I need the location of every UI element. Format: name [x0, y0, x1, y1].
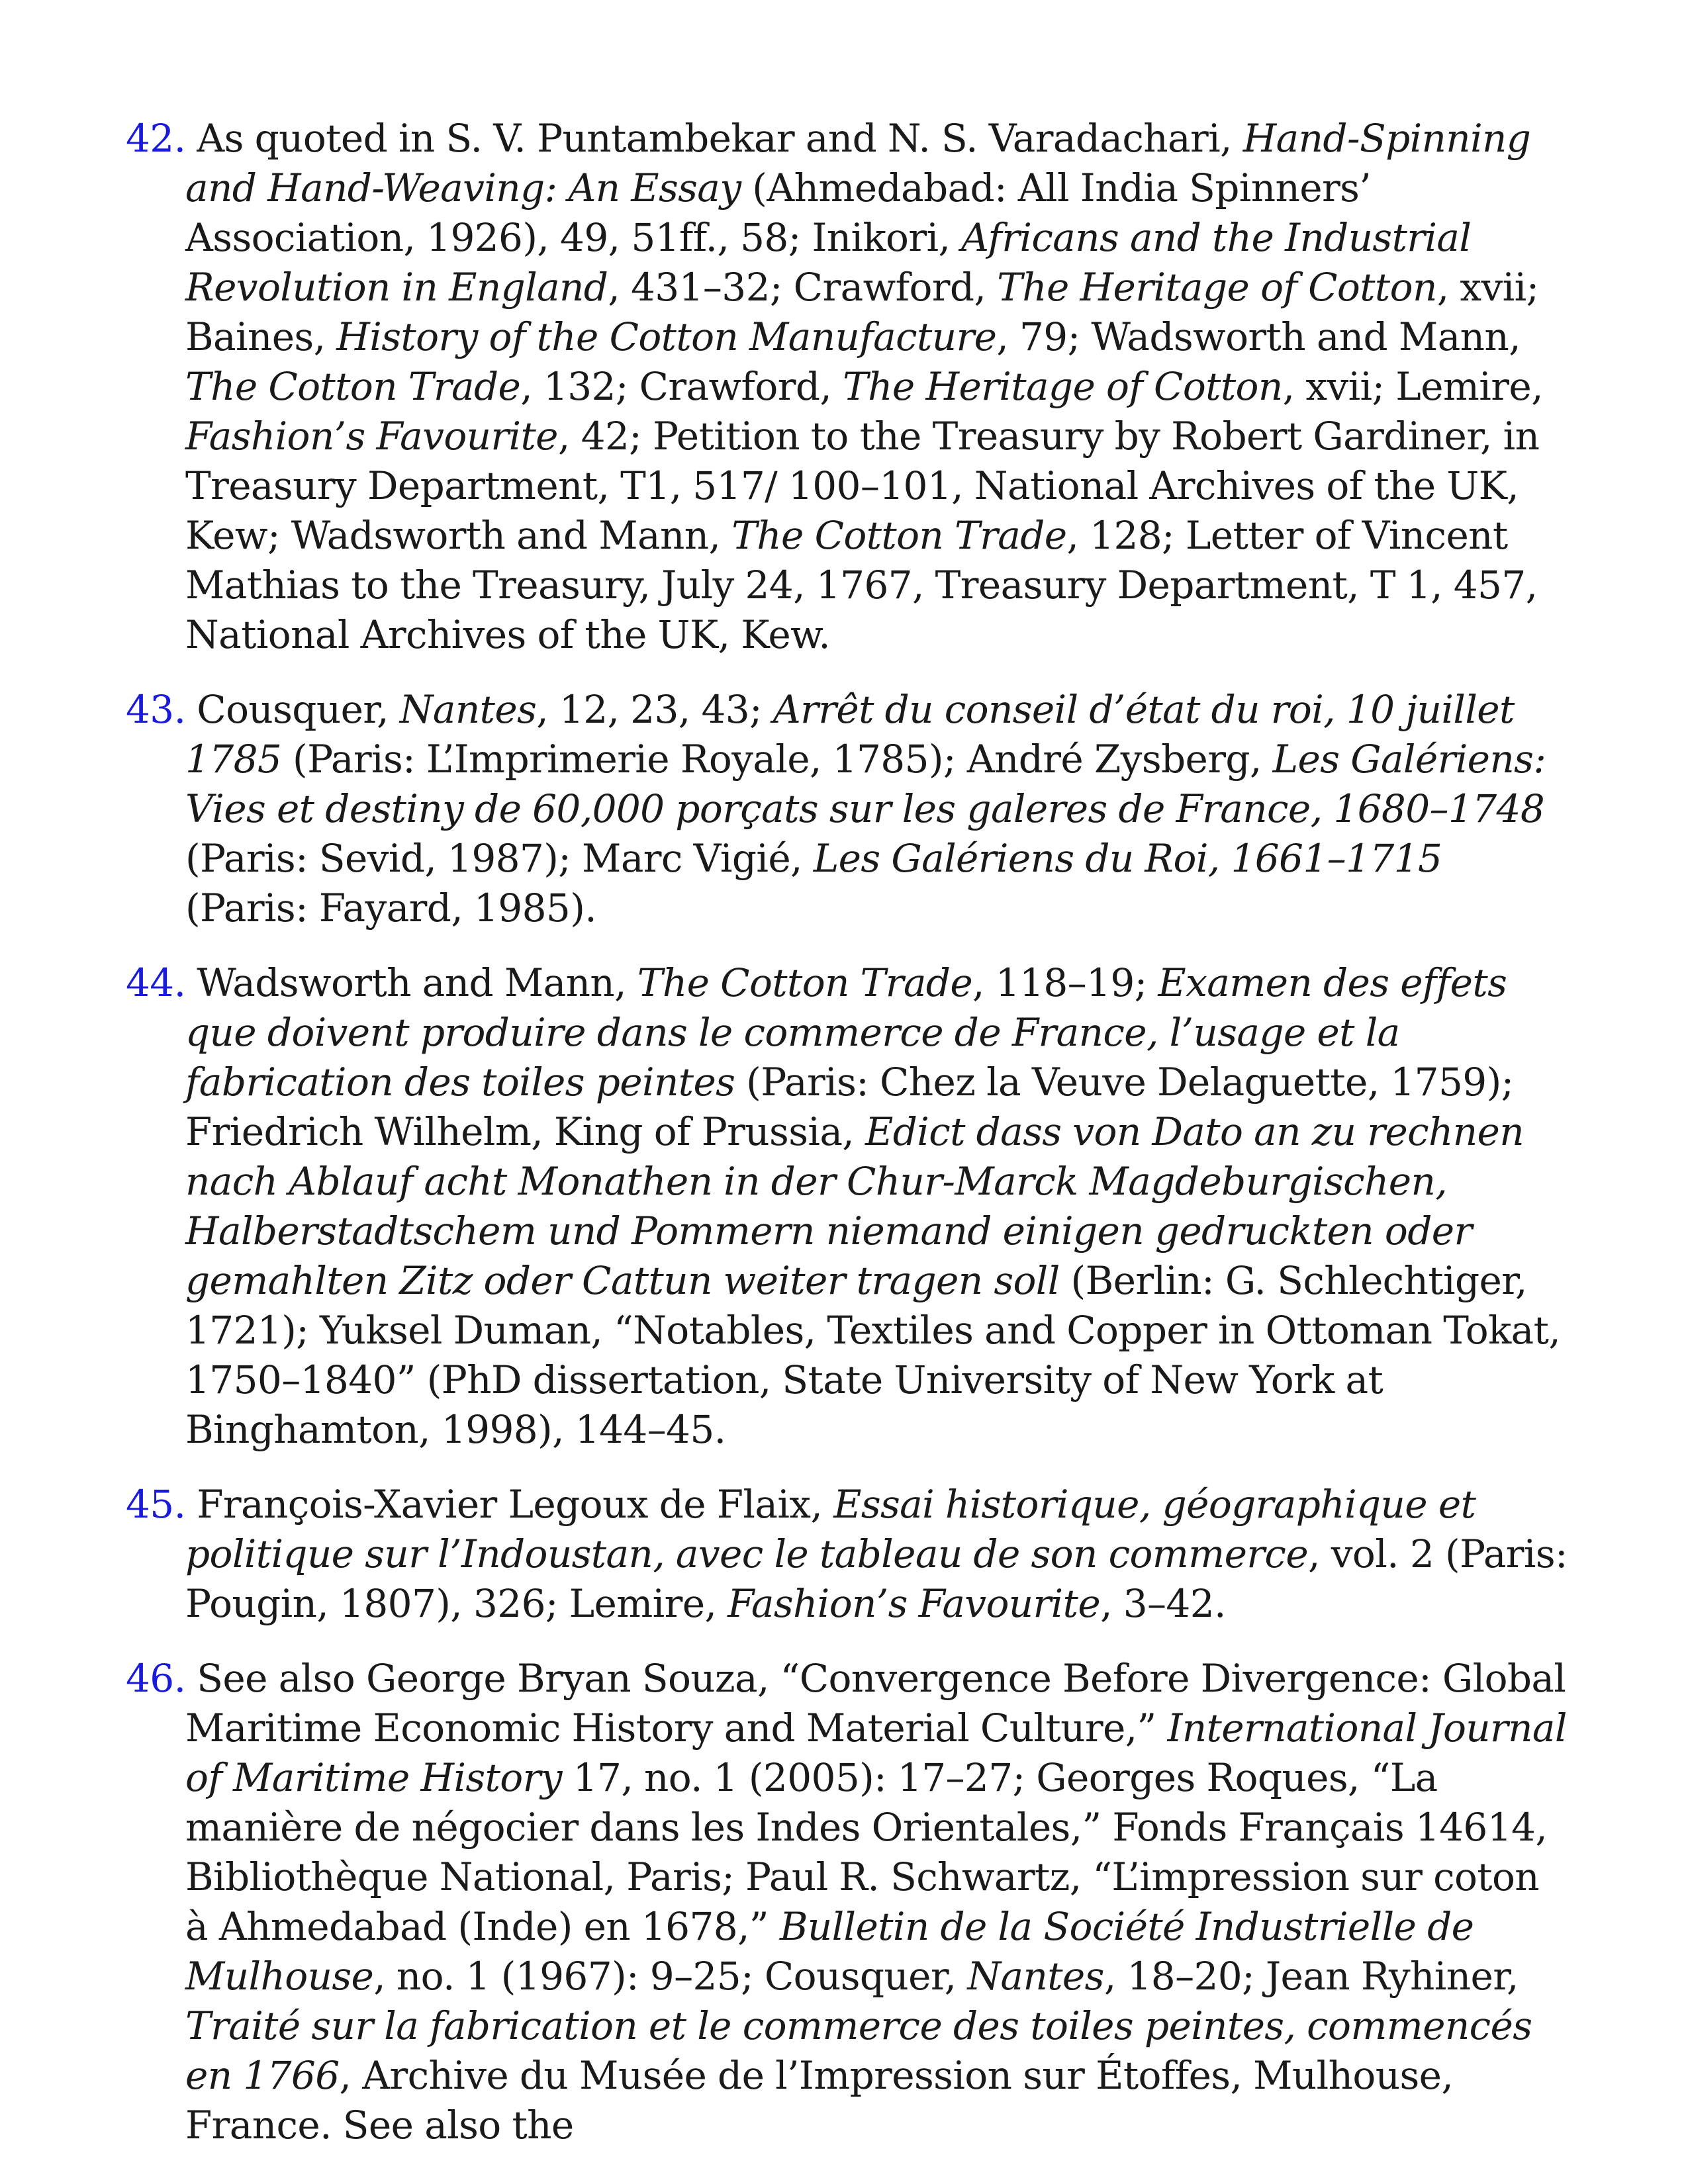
endnote-title-italic: The Cotton Trade [637, 960, 973, 1005]
endnote-text: , 431–32; Crawford, [608, 265, 998, 310]
endnote-text: , 79; Wadsworth and Mann, [996, 314, 1521, 359]
endnote [126, 1480, 1569, 1629]
endnote-text: , 18–20; Jean Ryhiner, [1103, 1954, 1519, 1999]
endnote-title-italic: Fashion’s Favourite [727, 1581, 1101, 1626]
endnote-text: Cousquer, [185, 687, 400, 732]
endnote-title-italic: Fashion’s Favourite [185, 414, 558, 459]
endnote-title-italic: Essai historique, géographique et politique sur l’Indoustan, avec le tableau de son commerce [185, 1482, 1476, 1576]
endnote-number-link[interactable]: 43. [126, 687, 186, 732]
endnote-number-link[interactable]: 45. [126, 1482, 186, 1527]
endnote-title-italic: The Cotton Trade [185, 364, 521, 409]
endnote-text: Wadsworth and Mann, [185, 960, 637, 1005]
endnote-title-italic: Bulletin de la Société Industrielle de Mulhouse [185, 1904, 1474, 1999]
endnote [126, 114, 1569, 660]
endnote-text: , 128; Letter of Vincent Mathias to the Treasury, July 24, 1767, Treasury Department, T 1, 457, National Archives of the UK, Kew. [185, 513, 1538, 657]
endnote-text: (Paris: Chez la Veuve Delaguette, 1759); Friedrich Wilhelm, King of Prussia, [185, 1060, 1514, 1154]
endnote-text: As quoted in S. V. Puntambekar and N. S. Varadachari, [185, 116, 1243, 161]
endnote-text: , Archive du Musée de l’Impression sur Étoffes, Mulhouse, France. See also the [185, 2053, 1454, 2148]
endnote-text: , 118–19; [972, 960, 1158, 1005]
endnote-text: , 12, 23, 43; [536, 687, 773, 732]
endnote-text: , vol. 2 (Paris: Pougin, 1807), 326; Lemire, [185, 1531, 1568, 1626]
endnote-title-italic: Nantes [399, 687, 537, 732]
endnote-text: François-Xavier Legoux de Flaix, [185, 1482, 834, 1527]
endnote-title-italic: Africans and the Industrial Revolution in England [185, 215, 1472, 310]
endnote-text: (Berlin: G. Schlechtiger, 1721); Yuksel Duman, “Notables, Textiles and Copper in Ottoman Tokat, 1750–1840” (PhD dissertation, State University of New York at Binghamton, 1998), 144–45. [185, 1258, 1561, 1452]
endnote [126, 958, 1569, 1455]
endnote-title-italic: Examen des effets que doivent produire dans le commerce de France, l’usage et la fabrication des toiles peintes [185, 960, 1507, 1105]
endnote-title-italic: International Journal of Maritime History [185, 1706, 1567, 1800]
endnote-number-link[interactable]: 42. [126, 116, 186, 161]
endnote-text: , xvii; Baines, [185, 265, 1539, 359]
endnote-text: , 42; Petition to the Treasury by Robert Gardiner, in Treasury Department, T1, 517/ 100–101, National Archives of the UK, Kew; Wadsworth and Mann, [185, 414, 1540, 558]
endnote-number-link[interactable]: 44. [126, 960, 186, 1005]
endnote-number-link[interactable]: 46. [126, 1656, 186, 1701]
endnote-text: , xvii; Lemire, [1282, 364, 1543, 409]
endnote-text: (Paris: L’Imprimerie Royale, 1785); André Zysberg, [281, 737, 1273, 782]
endnote-text: , 3–42. [1100, 1581, 1226, 1626]
endnote-title-italic: Nantes [967, 1954, 1104, 1999]
endnote-title-italic: The Heritage of Cotton [843, 364, 1283, 409]
endnote-title-italic: The Cotton Trade [731, 513, 1067, 558]
endnotes-list [126, 114, 1569, 2150]
endnote-text: (Paris: Fayard, 1985). [185, 886, 597, 931]
endnote-title-italic: The Heritage of Cotton [997, 265, 1437, 310]
endnote-text: (Ahmedabad: All India Spinners’ Association, 1926), 49, 51ff., 58; Inikori, [185, 165, 1372, 260]
endnote-title-italic: Les Galériens du Roi, 1661–1715 [813, 836, 1442, 881]
endnote-text: , no. 1 (1967): 9–25; Cousquer, [373, 1954, 968, 1999]
endnote-text: , 132; Crawford, [520, 364, 843, 409]
endnote [126, 685, 1569, 933]
endnote [126, 1654, 1569, 2150]
endnote-title-italic: Les Galériens: Vies et destiny de 60,000 porçats sur les galeres de France, 1680–1748 [185, 737, 1546, 831]
endnote-title-italic: Arrêt du conseil d’état du roi, 10 juillet 1785 [185, 687, 1515, 782]
endnote-text: See also George Bryan Souza, “Convergence Before Divergence: Global Maritime Economic History and Material Culture,” [185, 1656, 1566, 1751]
endnote-title-italic: Hand-Spinning and Hand-Weaving: An Essay [185, 116, 1531, 210]
endnote-title-italic: Edict dass von Dato an zu rechnen nach Ablauf acht Monathen in der Chur-Marck Magdeburgischen, Halberstadtschem und Pommern niemand einigen gedruckten oder gemahlten Zitz oder Cattun weiter tragen soll [185, 1109, 1524, 1303]
endnote-title-italic: Traité sur la fabrication et le commerce des toiles peintes, commencés en 1766 [185, 2003, 1532, 2098]
endnote-text: (Paris: Sevid, 1987); Marc Vigié, [185, 836, 814, 881]
endnote-text: 17, no. 1 (2005): 17–27; Georges Roques, “La manière de négocier dans les Indes Orientales,” Fonds Français 14614, Bibliothèque National, Paris; Paul R. Schwartz, “L’impression sur coton à Ahmedabad (Inde) en 1678,” [185, 1755, 1548, 1949]
endnote-title-italic: History of the Cotton Manufacture [336, 314, 997, 359]
